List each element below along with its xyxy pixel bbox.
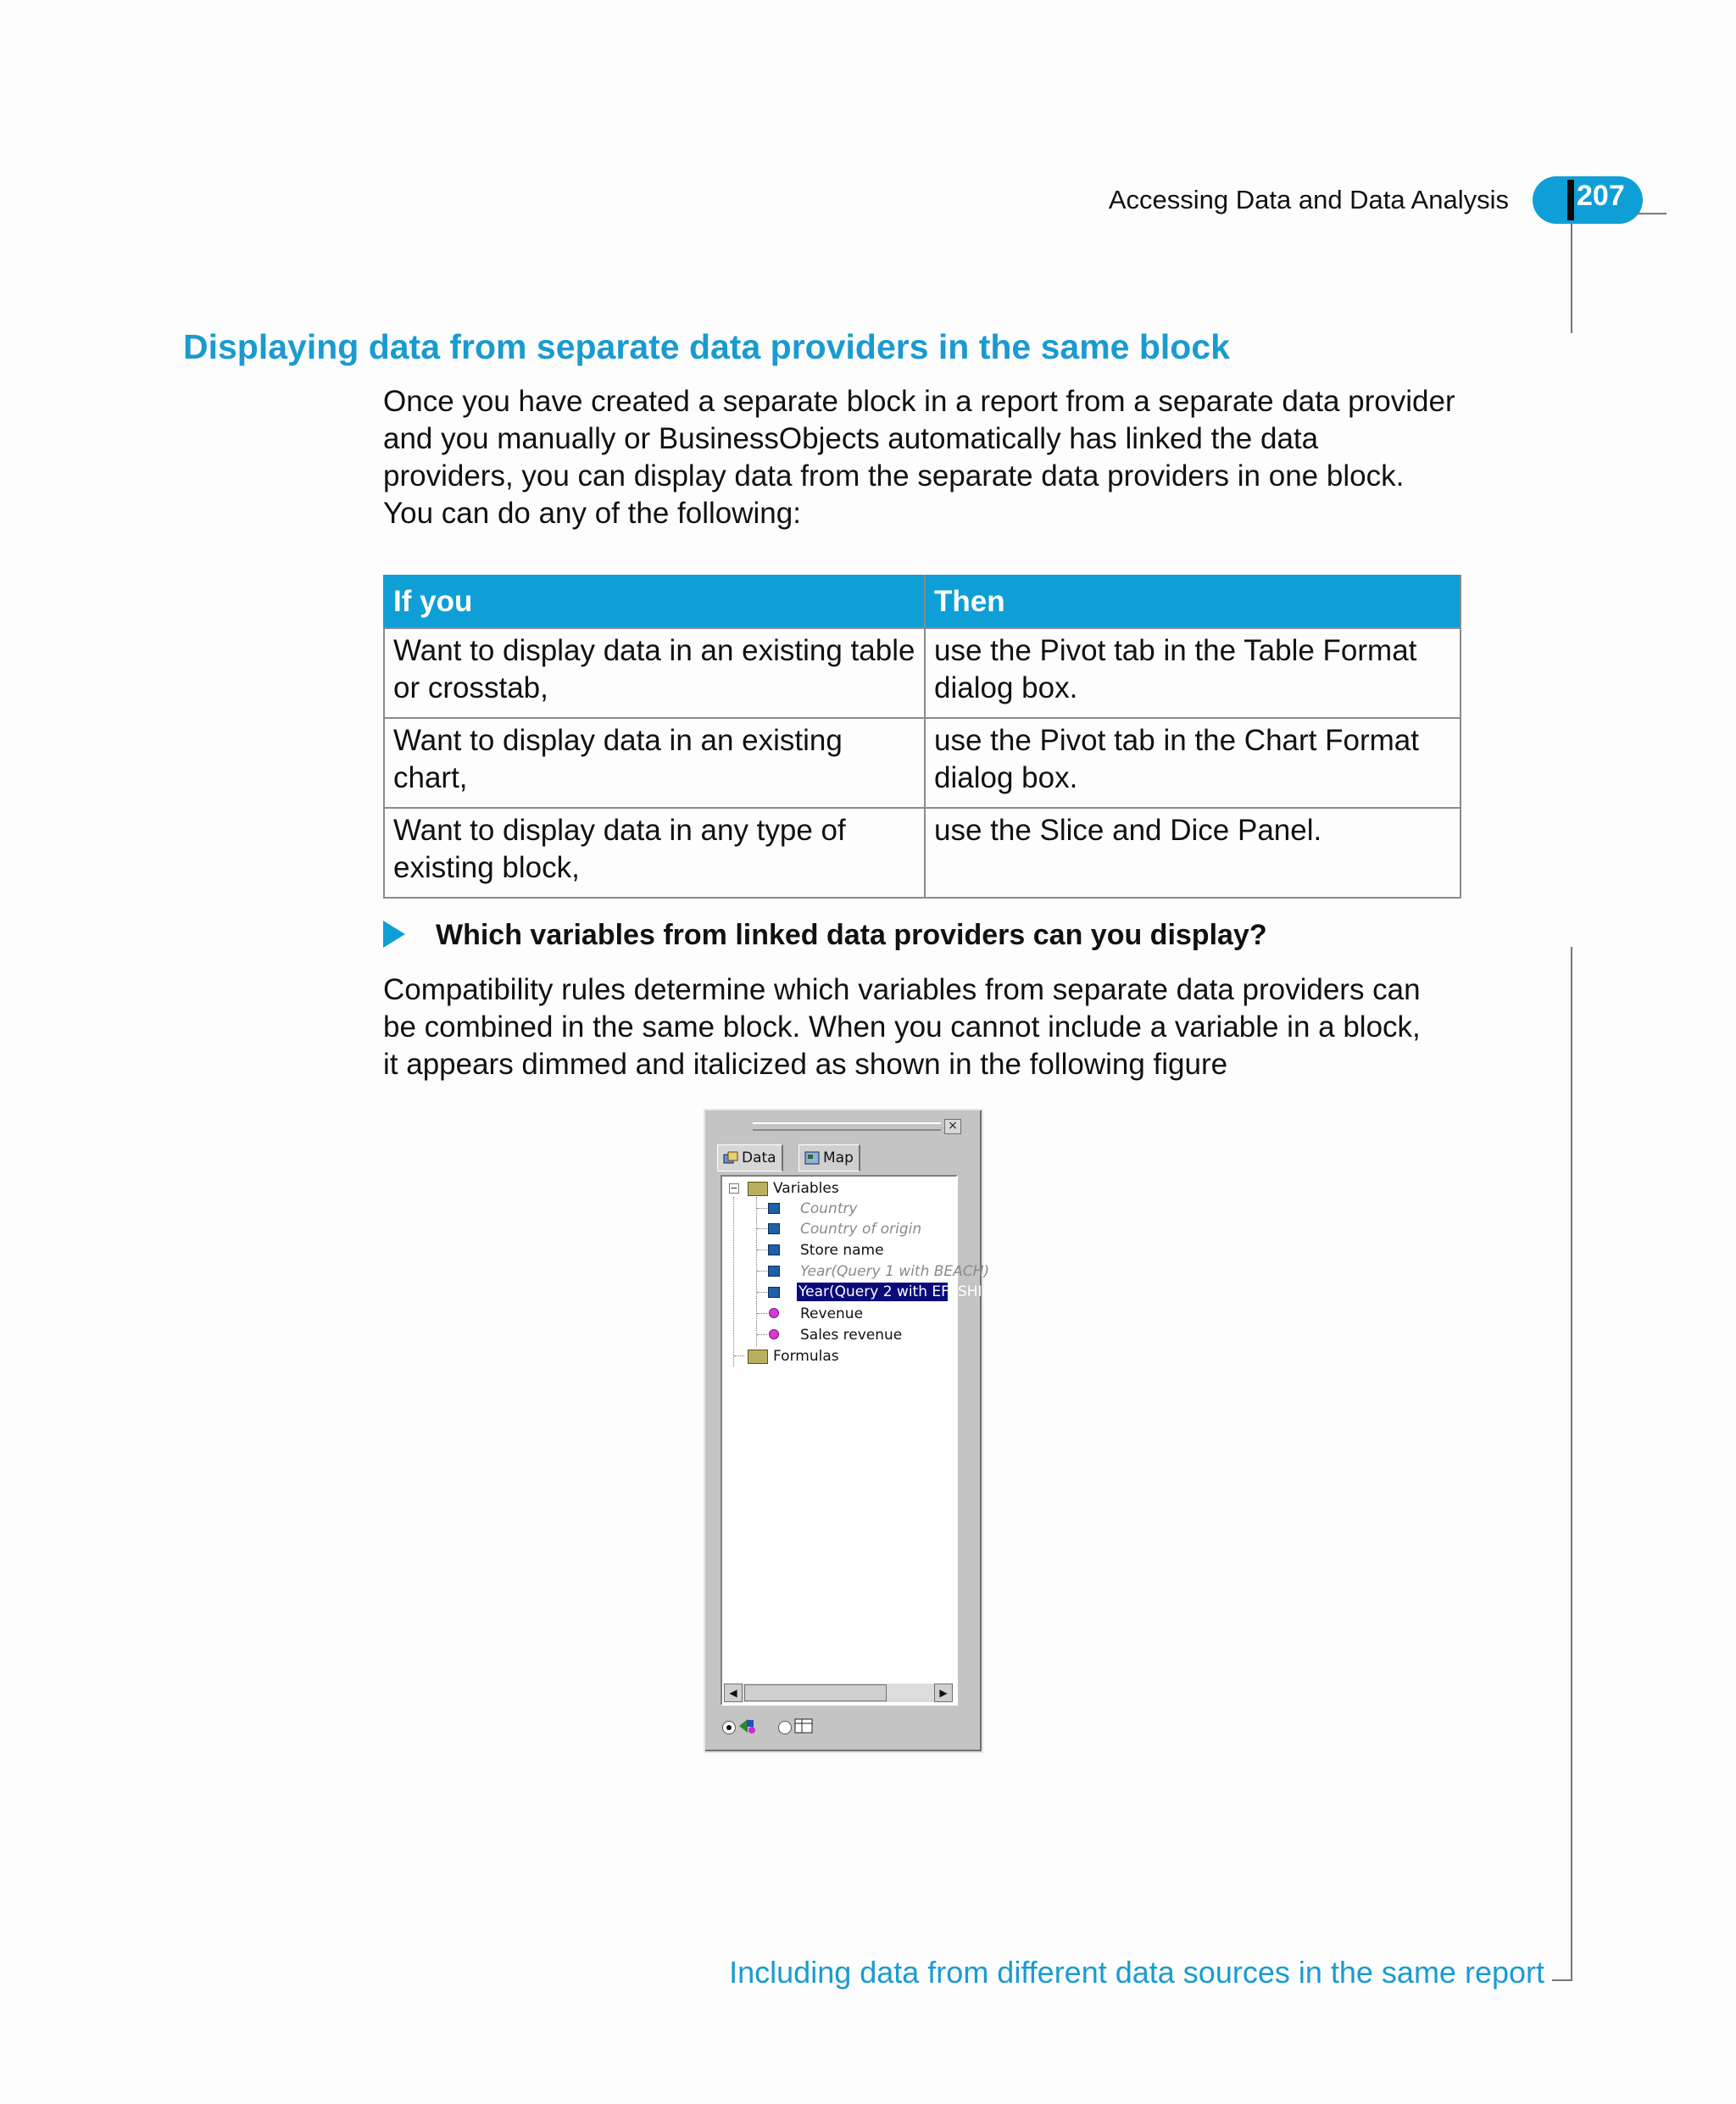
folder-icon [748,1182,768,1196]
measure-icon [769,1329,779,1339]
variables-tree[interactable] [721,1175,1010,1706]
tree-root-variables[interactable]: Variables [773,1180,839,1197]
table-row [384,628,1461,718]
column-header-if-you: If you [384,576,925,628]
intro-paragraph [383,383,1477,532]
tree-branch [757,1228,767,1229]
header-rule [1636,213,1666,214]
section-title: Displaying data from separate data providers in the same block [183,327,1230,366]
intro-line: Once you have created a separate block in a report from a separate data provider [383,385,1455,418]
table-cell: Want to display data in an existing table or crosstab, [384,628,925,718]
table-cell: use the Slice and Dice Panel. [925,808,1461,898]
horizontal-scrollbar[interactable] [724,1684,953,1702]
tree-item-store-name[interactable]: Store name [800,1242,884,1259]
measure-icon [769,1308,779,1318]
formula-view-icon [793,1717,814,1734]
data-manager-panel [704,1109,1010,1753]
collapse-icon[interactable]: − [730,1183,738,1194]
column-header-then: Then [925,576,1461,628]
tab-map-label: Map [823,1149,854,1166]
scroll-thumb[interactable] [744,1684,887,1701]
table-cell: use the Pivot tab in the Table Format dialog box. [925,628,1461,718]
tree-connector [756,1197,757,1346]
tree-branch [757,1313,767,1314]
dimension-icon [768,1244,780,1255]
table-row [384,718,1461,808]
table-cell: use the Pivot tab in the Chart Format dialog box. [925,718,1461,808]
body-line: be combined in the same block. When you cannot include a variable in a block, [383,1010,1421,1044]
table-cell: Want to display data in any type of existing block, [384,808,925,898]
tree-branch [757,1292,767,1293]
margin-rule-bottom [1571,947,1572,1981]
dimension-icon [768,1223,780,1234]
subsection-heading [383,919,1267,952]
panel-grip[interactable] [753,1122,941,1131]
tab-data[interactable] [717,1144,783,1172]
page-number: 207 [1577,180,1625,212]
tree-item-year-query2[interactable]: Year(Query 2 with EFASHION) [798,1283,1010,1300]
tree-branch [757,1334,767,1335]
badge-bar [1567,180,1574,220]
tree-root-formulas[interactable]: Formulas [773,1348,839,1365]
scroll-left-icon[interactable]: ◀ [724,1684,743,1702]
dimension-icon [768,1203,780,1214]
table-cell: Want to display data in an existing chart, [384,718,925,808]
body-line: it appears dimmed and italicized as shown in the following figure [383,1048,1228,1081]
table-row [384,808,1461,898]
triangle-bullet-icon [383,921,405,948]
radio-formula-view[interactable] [778,1721,792,1734]
intro-line: providers, you can display data from the separate data providers in one block. [383,459,1405,493]
intro-line: and you manually or BusinessObjects automatically has linked the data [383,422,1319,455]
running-footer: Including data from different data sources in the same report [729,1955,1544,1990]
map-tab-icon [804,1151,820,1165]
margin-rule-top [1571,224,1572,333]
body-line: Compatibility rules determine which variables from separate data providers can [383,973,1421,1006]
dimension-icon [768,1266,780,1277]
table-header-row [384,576,1461,628]
tree-item-revenue[interactable]: Revenue [800,1305,864,1322]
tree-item-year-query1[interactable]: Year(Query 1 with BEACH) [800,1263,990,1280]
formulas-folder-icon [748,1350,768,1364]
data-view-icon [737,1717,758,1734]
tree-branch [757,1208,767,1209]
options-table [383,575,1461,899]
subsection-heading-text: Which variables from linked data providers can you display? [436,919,1267,951]
tab-map[interactable] [798,1144,860,1172]
footer-rule [1552,1979,1572,1981]
close-icon[interactable]: × [944,1119,961,1134]
scroll-right-icon[interactable]: ▶ [934,1684,953,1702]
dimension-icon [768,1287,780,1298]
radio-data-view[interactable] [722,1721,736,1734]
compatibility-paragraph [383,971,1477,1083]
tree-branch [757,1271,767,1272]
intro-line: You can do any of the following: [383,497,801,530]
tree-branch [734,1355,744,1356]
tree-item-country-of-origin[interactable]: Country of origin [800,1221,922,1238]
tree-item-sales-revenue[interactable]: Sales revenue [800,1327,903,1344]
tab-data-label: Data [742,1149,776,1166]
page-number-badge [1533,176,1643,224]
chapter-title: Accessing Data and Data Analysis [1108,185,1509,214]
data-tab-icon [723,1151,738,1165]
tree-item-country[interactable]: Country [800,1200,858,1217]
tree-connector [733,1197,734,1366]
